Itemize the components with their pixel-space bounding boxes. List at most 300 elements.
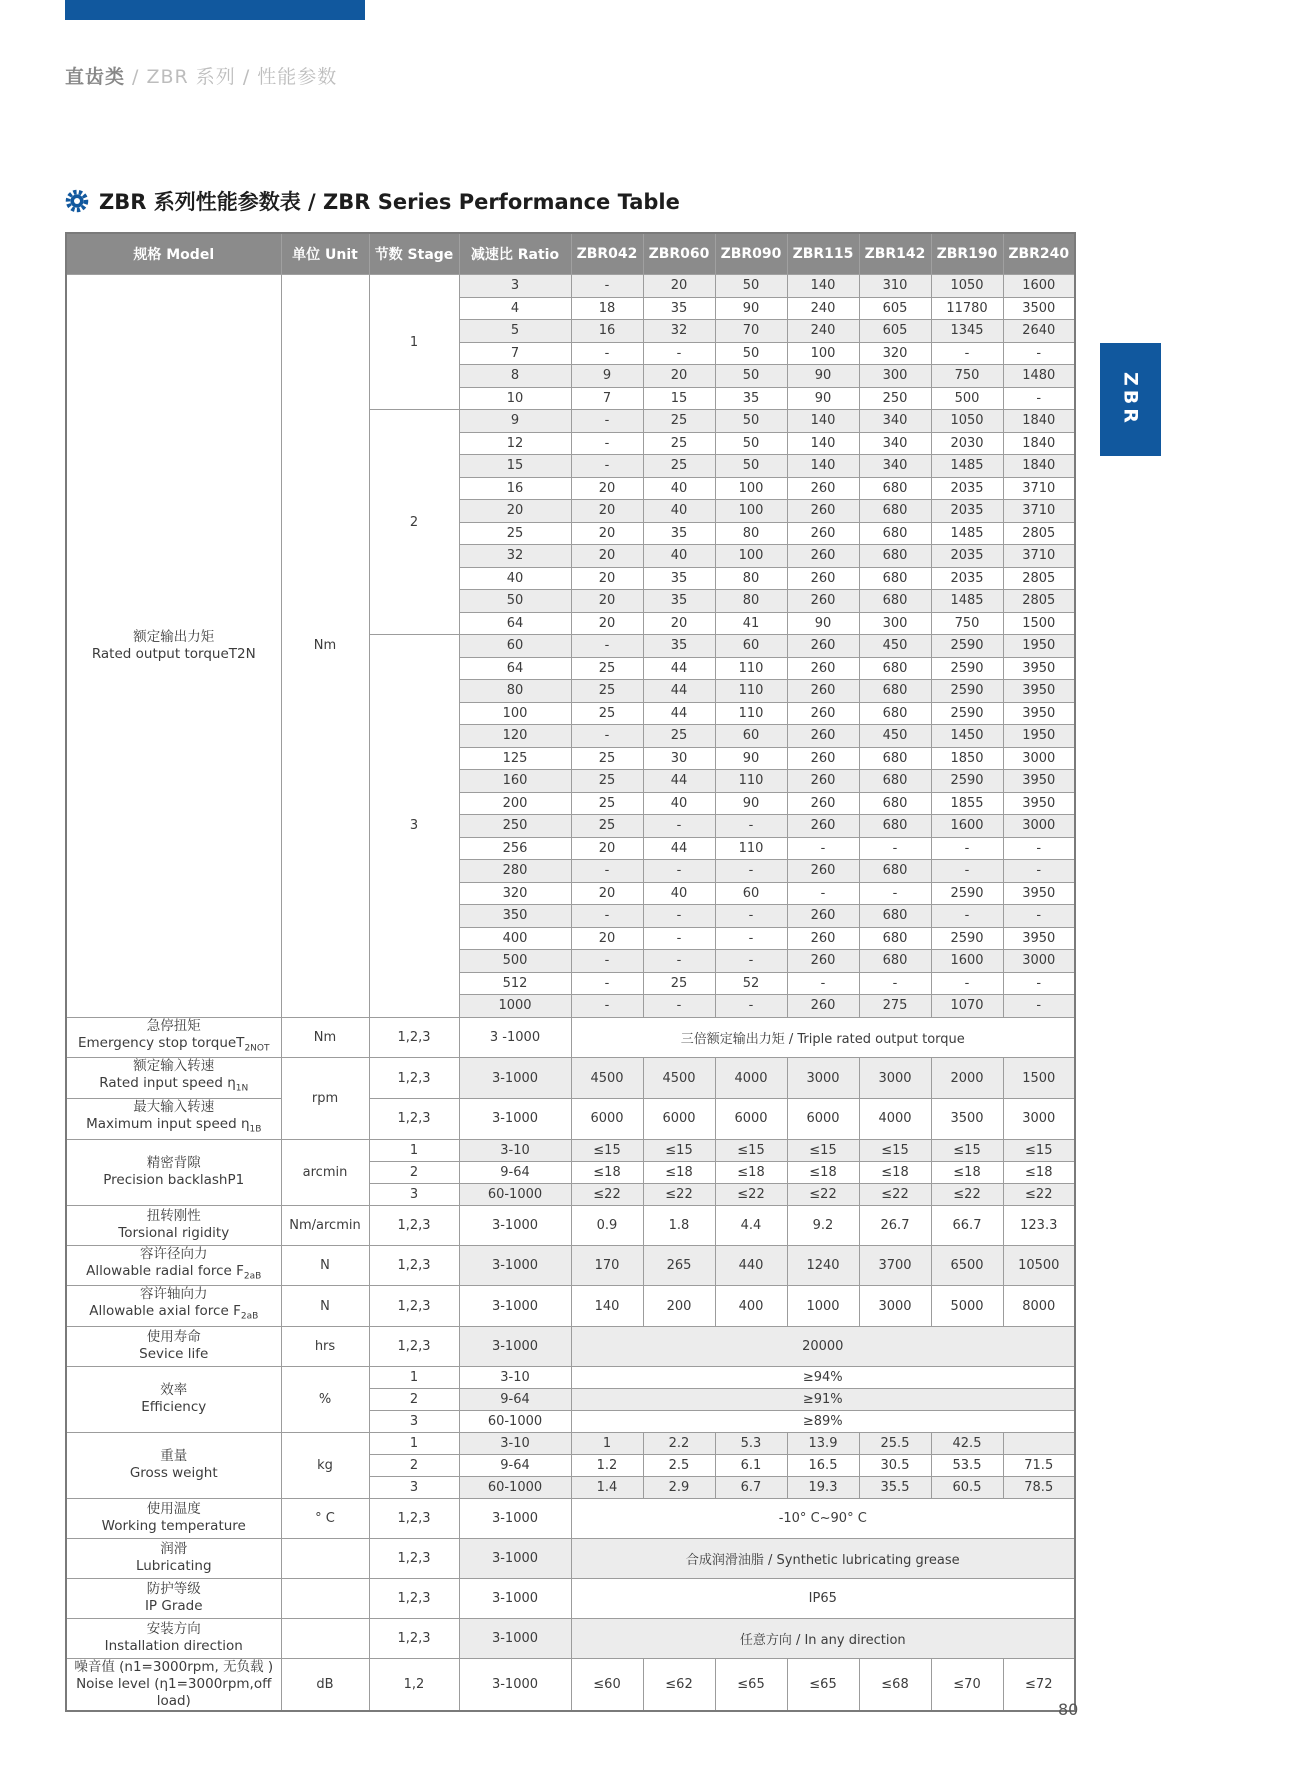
unit-cell: ° C [281,1498,369,1538]
unit-cell: Nm [281,1017,369,1058]
ratio-cell: 3-1000 [459,1578,571,1618]
value-cell: 1600 [1003,275,1075,298]
value-cell: 2590 [931,882,1003,905]
value-cell: - [1003,905,1075,928]
value-cell: 60 [715,882,787,905]
value-cell: 320 [859,342,931,365]
value-cell: 2.5 [643,1454,715,1476]
stage-cell: 2 [369,1454,459,1476]
value-cell: 300 [859,612,931,635]
ratio-cell: 3-1000 [459,1098,571,1139]
value-cell: ≤18 [715,1161,787,1183]
value-cell: 41 [715,612,787,635]
gear-icon [65,189,89,213]
ratio-cell: 32 [459,545,571,568]
value-cell: 1450 [931,725,1003,748]
value-cell: 1500 [1003,612,1075,635]
value-cell: - [1003,860,1075,883]
ratio-cell: 250 [459,815,571,838]
ratio-cell: 400 [459,927,571,950]
ratio-cell: 7 [459,342,571,365]
value-cell: 3950 [1003,680,1075,703]
value-cell: - [571,995,643,1018]
ratio-cell: 160 [459,770,571,793]
value-cell: 3000 [787,1058,859,1099]
value-cell: 680 [859,702,931,725]
value-cell: 400 [715,1286,787,1327]
value-cell: 11780 [931,297,1003,320]
value-cell: 140 [571,1286,643,1327]
value-cell: 1070 [931,995,1003,1018]
value-cell: 6000 [643,1098,715,1139]
row-label: 急停扭矩 Emergency stop torqueT$_{2NOT}$ [66,1017,281,1058]
value-cell: 50 [715,275,787,298]
value-cell: 25 [571,702,643,725]
value-cell: 35 [643,522,715,545]
value-cell: - [643,905,715,928]
row-label: 噪音值 (n1=3000rpm, 无负载 ) Noise level (η1=3000rpm,off load) [66,1658,281,1711]
value-cell: 90 [787,612,859,635]
value-cell: 440 [715,1245,787,1286]
value-cell: 1.8 [643,1205,715,1245]
column-header: ZBR042 [571,233,643,275]
column-header: 单位 Unit [281,233,369,275]
ratio-cell: 40 [459,567,571,590]
spec-row [66,1498,1075,1538]
value-cell: 2805 [1003,522,1075,545]
value-cell: 260 [787,995,859,1018]
spec-row [66,1139,1075,1161]
stage-cell: 1,2,3 [369,1578,459,1618]
stage-cell: 3 [369,635,459,1018]
value-cell: 140 [787,410,859,433]
value-cell: ≤18 [859,1161,931,1183]
ratio-cell: 60-1000 [459,1476,571,1498]
value-cell: 25 [571,657,643,680]
spec-row [66,1326,1075,1366]
value-cell: 260 [787,680,859,703]
row-label: 安装方向 Installation direction [66,1618,281,1658]
column-header: ZBR240 [1003,233,1075,275]
ratio-cell: 3-10 [459,1432,571,1454]
ratio-cell: 4 [459,297,571,320]
stage-cell: 1,2,3 [369,1286,459,1327]
value-cell: 260 [787,815,859,838]
value-cell: 265 [643,1245,715,1286]
stage-cell: 1,2,3 [369,1498,459,1538]
value-cell: 44 [643,770,715,793]
value-cell: - [715,995,787,1018]
value-cell: 16.5 [787,1454,859,1476]
value-cell: - [571,410,643,433]
value-cell: 6.7 [715,1476,787,1498]
value-cell: 110 [715,657,787,680]
value-cell: ≤15 [1003,1139,1075,1161]
value-cell: 1485 [931,590,1003,613]
value-cell: 7 [571,387,643,410]
value-cell: 500 [931,387,1003,410]
value-cell: ≤72 [1003,1658,1075,1711]
value-cell: - [715,950,787,973]
value-cell: - [787,972,859,995]
value-cell: - [1003,972,1075,995]
ratio-cell: 280 [459,860,571,883]
value-cell: 20 [571,567,643,590]
row-label: 额定输入转速 Rated input speed $\eta_{1N}$ [66,1058,281,1099]
value-cell: - [859,837,931,860]
value-cell: ≤18 [1003,1161,1075,1183]
value-cell: 25 [643,455,715,478]
value-cell: 3000 [1003,815,1075,838]
ratio-cell: 3-1000 [459,1498,571,1538]
ratio-cell: 200 [459,792,571,815]
value-cell: 3710 [1003,500,1075,523]
ratio-cell: 60-1000 [459,1183,571,1205]
value-cell: 30.5 [859,1454,931,1476]
ratio-cell: 60 [459,635,571,658]
ratio-cell: 512 [459,972,571,995]
value-cell: 44 [643,680,715,703]
value-cell: - [931,860,1003,883]
value-cell: 340 [859,455,931,478]
value-cell: - [643,950,715,973]
value-cell: 3950 [1003,792,1075,815]
value-cell: 35 [643,590,715,613]
value-cell: ≤22 [787,1183,859,1205]
value-cell: 680 [859,500,931,523]
value-cell: 260 [787,567,859,590]
unit-cell: rpm [281,1058,369,1139]
stage-cell: 1,2,3 [369,1245,459,1286]
value-cell: 50 [715,432,787,455]
value-cell: 25 [571,770,643,793]
value-cell: - [571,455,643,478]
value-cell: 40 [643,792,715,815]
value-cell: 1485 [931,522,1003,545]
value-cell: 35.5 [859,1476,931,1498]
value-cell: 9.2 [787,1205,859,1245]
value-cell: 44 [643,702,715,725]
value-cell: 18 [571,297,643,320]
value-cell: 1840 [1003,410,1075,433]
value-cell: 260 [787,522,859,545]
value-cell: 6500 [931,1245,1003,1286]
value-cell: 1050 [931,275,1003,298]
value-cell: 680 [859,590,931,613]
ratio-cell: 50 [459,590,571,613]
value-cell: 450 [859,725,931,748]
value-cell: 605 [859,297,931,320]
value-cell: 1850 [931,747,1003,770]
value-cell: 3950 [1003,882,1075,905]
row-label: 防护等级 IP Grade [66,1578,281,1618]
value-cell: - [571,950,643,973]
merged-value-cell: 任意方向 / In any direction [571,1618,1075,1658]
value-cell: 4500 [571,1058,643,1099]
value-cell: 20 [643,612,715,635]
unit-cell [281,1618,369,1658]
value-cell: 260 [787,702,859,725]
unit-cell: arcmin [281,1139,369,1205]
column-header: 规格 Model [66,233,281,275]
stage-cell: 3 [369,1410,459,1432]
value-cell: 20 [571,590,643,613]
value-cell: 90 [715,297,787,320]
value-cell: 1840 [1003,432,1075,455]
value-cell: 3500 [931,1098,1003,1139]
value-cell: 680 [859,927,931,950]
section-title-row [65,186,680,216]
value-cell: 20 [571,545,643,568]
value-cell: 3950 [1003,927,1075,950]
unit-cell: dB [281,1658,369,1711]
stage-cell: 3 [369,1476,459,1498]
value-cell: 2640 [1003,320,1075,343]
value-cell: 25 [643,972,715,995]
ratio-cell: 3-10 [459,1139,571,1161]
value-cell: 3000 [859,1058,931,1099]
value-cell: 35 [643,635,715,658]
value-cell: - [859,972,931,995]
value-cell: 680 [859,567,931,590]
ratio-cell: 1000 [459,995,571,1018]
stage-cell: 1,2,3 [369,1326,459,1366]
value-cell: 2035 [931,477,1003,500]
value-cell: 70 [715,320,787,343]
ratio-cell: 3-10 [459,1366,571,1388]
spec-row [66,1245,1075,1286]
stage-cell: 2 [369,410,459,635]
stage-cell: 1,2,3 [369,1618,459,1658]
value-cell: 20 [571,927,643,950]
value-cell: 4000 [715,1058,787,1099]
value-cell: ≤18 [643,1161,715,1183]
value-cell: 25 [643,725,715,748]
ratio-cell: 64 [459,612,571,635]
value-cell: 20 [571,522,643,545]
column-header: ZBR115 [787,233,859,275]
value-cell: 110 [715,680,787,703]
value-cell: 3950 [1003,657,1075,680]
value-cell: 3500 [1003,297,1075,320]
breadcrumb-category: 直齿类 [65,66,126,88]
value-cell: 1.2 [571,1454,643,1476]
ratio-cell: 10 [459,387,571,410]
row-label: 润滑 Lubricating [66,1538,281,1578]
ratio-cell: 3-1000 [459,1286,571,1327]
value-cell: 110 [715,837,787,860]
value-cell: 53.5 [931,1454,1003,1476]
value-cell: 25.5 [859,1432,931,1454]
ratio-cell: 20 [459,500,571,523]
value-cell: ≤70 [931,1658,1003,1711]
value-cell: 80 [715,567,787,590]
unit-cell [281,1578,369,1618]
value-cell: 66.7 [931,1205,1003,1245]
breadcrumb [65,62,337,89]
row-group-label: 额定输出力矩 Rated output torqueT2N [66,275,281,1018]
value-cell: 260 [787,545,859,568]
spec-row [66,1618,1075,1658]
value-cell: 1050 [931,410,1003,433]
value-cell: 680 [859,680,931,703]
value-cell: 25 [571,792,643,815]
value-cell: 260 [787,927,859,950]
value-cell: - [931,905,1003,928]
value-cell: - [1003,387,1075,410]
value-cell: 680 [859,477,931,500]
value-cell: - [571,635,643,658]
value-cell: 260 [787,792,859,815]
value-cell: ≤65 [787,1658,859,1711]
value-cell: 25 [643,410,715,433]
value-cell: 3950 [1003,702,1075,725]
spec-row [66,1432,1075,1454]
value-cell: 30 [643,747,715,770]
value-cell: 170 [571,1245,643,1286]
value-cell: 15 [643,387,715,410]
ratio-cell: 15 [459,455,571,478]
value-cell: 6.1 [715,1454,787,1476]
row-label: 扭转刚性 Torsional rigidity [66,1205,281,1245]
value-cell: 60 [715,635,787,658]
value-cell: 1480 [1003,365,1075,388]
value-cell: ≤18 [931,1161,1003,1183]
unit-cell: Nm/arcmin [281,1205,369,1245]
spec-row [66,1205,1075,1245]
value-cell: 680 [859,657,931,680]
value-cell: - [643,995,715,1018]
column-header: ZBR142 [859,233,931,275]
stage-cell: 1,2,3 [369,1205,459,1245]
ratio-cell: 3 -1000 [459,1017,571,1058]
value-cell: ≤15 [859,1139,931,1161]
value-cell: 140 [787,432,859,455]
value-cell: 71.5 [1003,1454,1075,1476]
value-cell: 20 [643,365,715,388]
value-cell: ≤22 [571,1183,643,1205]
value-cell: 90 [715,792,787,815]
ratio-cell: 320 [459,882,571,905]
value-cell: - [571,342,643,365]
value-cell: 0.9 [571,1205,643,1245]
ratio-cell: 3-1000 [459,1326,571,1366]
ratio-cell: 125 [459,747,571,770]
value-cell: 2805 [1003,567,1075,590]
value-cell: 40 [643,477,715,500]
value-cell: 680 [859,770,931,793]
value-cell: - [715,860,787,883]
value-cell: - [643,342,715,365]
value-cell: 110 [715,702,787,725]
value-cell: 260 [787,590,859,613]
value-cell: 90 [787,365,859,388]
value-cell: 80 [715,590,787,613]
ratio-cell: 9-64 [459,1388,571,1410]
value-cell: - [1003,995,1075,1018]
value-cell: 680 [859,792,931,815]
value-cell: 340 [859,432,931,455]
value-cell: 260 [787,500,859,523]
value-cell: 680 [859,747,931,770]
value-cell: 50 [715,365,787,388]
value-cell: 35 [715,387,787,410]
value-cell: 1600 [931,815,1003,838]
value-cell: 100 [787,342,859,365]
ratio-cell: 3-1000 [459,1205,571,1245]
value-cell: ≤65 [715,1658,787,1711]
value-cell: 35 [643,297,715,320]
value-cell: 260 [787,770,859,793]
value-cell: 3000 [859,1286,931,1327]
stage-cell: 1 [369,1366,459,1388]
value-cell: 4000 [859,1098,931,1139]
unit-cell: N [281,1286,369,1327]
value-cell: 2590 [931,770,1003,793]
column-header: ZBR190 [931,233,1003,275]
ratio-cell: 3-1000 [459,1618,571,1658]
value-cell: ≤22 [859,1183,931,1205]
value-cell: - [1003,342,1075,365]
value-cell: 40 [643,545,715,568]
value-cell: 140 [787,275,859,298]
value-cell: - [571,725,643,748]
value-cell: 3710 [1003,545,1075,568]
value-cell: 3000 [1003,1098,1075,1139]
value-cell: 300 [859,365,931,388]
value-cell: 2.9 [643,1476,715,1498]
value-cell: ≤68 [859,1658,931,1711]
value-cell: 2030 [931,432,1003,455]
value-cell: 240 [787,320,859,343]
row-label: 重量 Gross weight [66,1432,281,1498]
value-cell: 1855 [931,792,1003,815]
value-cell: 260 [787,747,859,770]
value-cell: 680 [859,545,931,568]
value-cell: 680 [859,905,931,928]
value-cell: ≤18 [571,1161,643,1183]
value-cell: - [571,860,643,883]
header-row [66,233,1075,275]
value-cell: 1345 [931,320,1003,343]
value-cell: 1240 [787,1245,859,1286]
value-cell: - [787,837,859,860]
top-accent-bar [65,0,365,20]
ratio-cell: 9-64 [459,1161,571,1183]
value-cell: ≤15 [787,1139,859,1161]
unit-cell: % [281,1366,369,1432]
value-cell: ≤22 [1003,1183,1075,1205]
spec-row [66,1658,1075,1711]
value-cell: 2590 [931,657,1003,680]
value-cell: ≤62 [643,1658,715,1711]
value-cell: 680 [859,950,931,973]
value-cell: 60.5 [931,1476,1003,1498]
unit-cell [281,1538,369,1578]
value-cell: - [571,905,643,928]
value-cell: 2035 [931,500,1003,523]
ratio-cell: 60-1000 [459,1410,571,1432]
value-cell: 1 [571,1432,643,1454]
value-cell: 20 [643,275,715,298]
value-cell: 750 [931,612,1003,635]
ratio-cell: 3-1000 [459,1538,571,1578]
value-cell: 260 [787,657,859,680]
value-cell: 40 [643,500,715,523]
performance-table [65,232,1076,1712]
value-cell: 260 [787,860,859,883]
value-cell: 1.4 [571,1476,643,1498]
